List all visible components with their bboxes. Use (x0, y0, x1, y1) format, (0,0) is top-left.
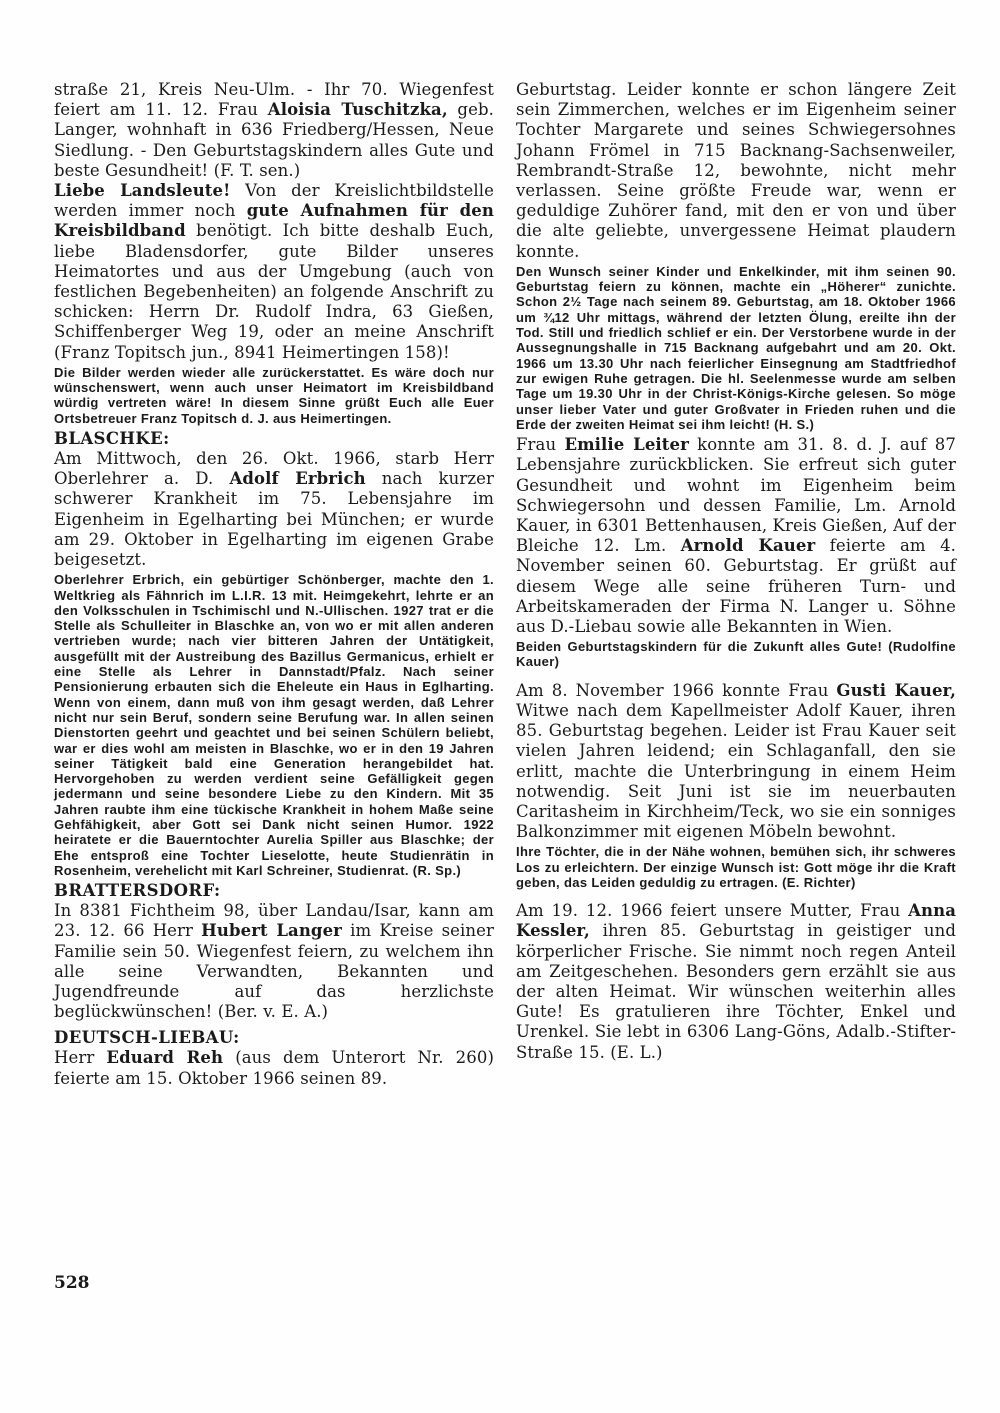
article-reh-continued: Geburtstag. Leider konnte er schon längere Zeit sein Zimmerchen, welches er im Eigenheim seiner Tochter Margarete und seines Schwiegersohnes Johann Frömel in 715 Backnang-Sachsenweiler, Rembrandt-Straße 12, bewohnte, nicht mehr verlassen. Seine größte Freude war, wenn er geduldige Zuhörer fand, mit den er von und über die alte geliebte, unvergessene Heimat plaudern konnte. (516, 80, 956, 261)
left-column (54, 80, 494, 1089)
text: Am 19. 12. 1966 feiert unsere Mutter, Frau (516, 901, 909, 921)
spacer (516, 673, 956, 681)
text: ihren 85. Geburtstag in geistiger und körperlicher Frische. Sie nimmt noch regen Anteil am Zeitgeschehen. Besonders gern erzählt sie aus der alten Heimat. Wir wünschen weiterhin alles Gute! Es gratulieren ihre Töchter, Enkel und Urenkel. Sie lebt in 6306 Lang-Göns, Adalb.-Stifter-Straße 15. (E. L.) (516, 921, 956, 1062)
text: Witwe nach dem Kapellmeister Adolf Kauer, ihren 85. Geburtstag begehen. Leider ist Frau Kauer seit vielen Jahren leidend; ein Schlaganfall, den sie erlitt, machte die Unterbringung in einem Heim notwendig. Seit Juni ist sie im neuerbauten Caritasheim in Kirchheim/Teck, wo sie ein sonniges Balkonzimmer mit eigenen Möbeln bewohnt. (516, 700, 956, 842)
person-name: Aloisia Tuschitzka, (267, 100, 448, 120)
person-name: Emilie Leiter (564, 435, 689, 455)
text: Am 8. November 1966 konnte Frau (516, 680, 837, 700)
person-name: Gusti Kauer, (836, 680, 956, 700)
section-heading-deutsch-liebau: DEUTSCH-LIEBAU: (54, 1028, 240, 1048)
person-name: Arnold Kauer (680, 536, 816, 556)
text: In 8381 Fichtheim 98, über Landau/Isar, kann am 23. 12. 66 Herr (54, 901, 494, 941)
text: konnte am 31. 8. d. J. auf 87 Lebensjahre zurückblicken. Sie erfreut sich guter Gesundheit und wohnt im Eigenheim beim Schwiegersohn und dessen Familie, Lm. Arnold Kauer, in 6301 Bettenhausen, Kreis Gießen, Auf der Bleiche 12. Lm. (516, 435, 957, 556)
text: Frau (516, 435, 565, 455)
text: geb. Langer, wohnhaft in 636 Friedberg/Hessen, Neue Siedlung. - Den Geburtstagskindern alles Gute und beste Gesundheit! (F. T. sen.) (54, 100, 494, 180)
person-name: Adolf Erbrich (229, 469, 366, 489)
note-erbrich-biography: Oberlehrer Erbrich, ein gebürtiger Schönberger, machte den 1. Weltkrieg als Fähnrich im L.I.R. 13 mit. Heimgekehrt, lehrte er an den Volksschulen in Tschimischl und N.-Ullischen. 1927 trat er die Stelle als Schulleiter in Blaschke an, von wo er mit allen anderen vertrieben wurde; nach vier bitteren Jahren der Untätigkeit, ausgefüllt mit der Austreibung des Bazillus Germanicus, erhielt er eine Stelle als Lehrer in Dannstadt/Pfalz. Nach seiner Pensionierung erbauten sich die Eheleute ein Haus in Eglharting. Wenn von einem, dann muß von ihm gesagt werden, daß Lehrer nicht nur sein Beruf, sondern seine Berufung war. In allen seinen Dienstorten geehrt und geachtet und bei seinen Schülern beliebt, war er dies wohl am meisten in Blaschke, wo er in den 19 Jahren seiner Tätigkeit bald eine Generation herangebildet hat. Hervorgehoben zu werden verdient seine Gefälligkeit gegen jedermann und seine besondere Liebe zu den Kindern. Mit 35 Jahren raubte ihm eine tückische Krankheit in hohem Maße seine Gehfähigkeit, aber Gott sei Dank nicht seinen Humor. 1922 heiratete er die Bauerntochter Aurelia Spiller aus Blaschke; der Ehe entsproß eine Tochter Lieselotte, heute Studienrätin in Rosenheim, verehelicht mit Karl Schreiner, Studienrat. (R. Sp.) (54, 572, 494, 878)
article-call-for-photos (54, 181, 494, 363)
section-heading-brattersdorf: BRATTERSDORF: (54, 881, 221, 901)
article-birthday-langer (54, 901, 494, 1022)
text: im Kreise seiner Familie sein 50. Wiegenfest feiern, zu welchem ihn alle seine Verwandten, Bekannten und Jugendfreunde auf das herzlichste beglückwünschen! (Ber. v. E. A.) (54, 921, 494, 1022)
page-number: 528 (54, 1273, 90, 1293)
text: nach kurzer schwerer Krankheit im 75. Lebensjahre im Eigenheim in Egelharting bei München; er wurde am 29. Oktober in Egelharting im eigenen Grabe beigesetzt. (54, 469, 494, 570)
text: Herr (54, 1048, 107, 1068)
section-heading-blaschke: BLASCHKE: (54, 429, 170, 449)
salutation: Liebe Landsleute! (54, 181, 231, 201)
text: Am Mittwoch, den 26. Okt. 1966, starb Herr Oberlehrer a. D. (54, 449, 494, 489)
right-column (516, 80, 956, 1063)
text: feierte am 4. November seinen 60. Geburtstag. Er grüßt auf diesem Wege alle seine früheren Turn- und Arbeitskameraden der Firma N. Langer u. Söhne aus D.-Liebau sowie alle Bekannten in Wien. (516, 536, 957, 636)
text: straße 21, Kreis Neu-Ulm. - Ihr 70. Wiegenfest feiert am 11. 12. Frau (54, 80, 494, 120)
article-reh (54, 1048, 494, 1088)
person-name: Anna Kessler, (516, 901, 956, 941)
article-birthday-kessler (516, 901, 956, 1063)
article-birthday-tuschitzka (54, 80, 494, 181)
emphasis: gute Aufnahmen für den Kreisbildband (54, 201, 494, 241)
article-birthday-leiter-kauer (516, 435, 956, 637)
spacer (516, 893, 956, 901)
note-photos-returned: Die Bilder werden wieder alle zurückerstattet. Es wäre doch nur wünschenswert, wenn auch unser Heimatort im Kreisbildband würdig vertreten wäre! In diesem Sinne grüßt Euch alle Euer Ortsbetreuer Franz Topitsch d. J. aus Heimertingen. (54, 364, 494, 426)
person-name: Hubert Langer (201, 921, 342, 941)
note-richter: Ihre Töchter, die in der Nähe wohnen, bemühen sich, ihr schweres Los zu erleichtern. Der einzige Wunsch ist: Gott möge ihr die Kraft geben, das Leiden geduldig zu ertragen. (E. Richter) (516, 844, 956, 890)
text: benötigt. Ich bitte deshalb Euch, liebe Bladensdorfer, gute Bilder unseres Heimatortes und aus der Umgebung (auch von festlichen Begebenheiten) an folgende Anschrift zu schicken: Herrn Dr. Rudolf Indra, 63 Gießen, Schiffenberger Weg 19, oder an meine Anschrift (Franz Topitsch jun., 8941 Heimertingen 158)! (54, 221, 494, 362)
article-obituary-erbrich (54, 449, 494, 570)
person-name: Eduard Reh (106, 1048, 224, 1068)
text: (aus dem Unterort Nr. 260) feierte am 15. Oktober 1966 seinen 89. (54, 1048, 494, 1088)
note-kauer-greeting: Beiden Geburtstagskindern für die Zukunft alles Gute! (Rudolfine Kauer) (516, 639, 956, 670)
text: Von der Kreislichtbildstelle werden immer noch (54, 181, 494, 221)
note-reh-death: Den Wunsch seiner Kinder und Enkelkinder, mit ihm seinen 90. Geburtstag feiern zu können, machte ein „Höherer“ zunichte. Schon 2½ Tage nach seinem 89. Geburtstag, am 18. Oktober 1966 um ¾12 Uhr mittags, während der letzten Ölung, ereilte ihn der Tod. Still und friedlich schlief er ein. Der Verstorbene wurde in der Aussegnungshalle in 715 Backnang aufgebahrt und am 20. Okt. 1966 um 13.30 Uhr nach feierlicher Einsegnung am Stadtfriedhof zur ewigen Ruhe getragen. Die hl. Seelenmesse wurde am selben Tage um 19.30 Uhr in der Christ-Königs-Kirche gelesen. So möge unser lieber Vater und guter Großvater in Frieden ruhen und die Erde der zweiten Heimat sei ihm leicht! (H. S.) (516, 263, 956, 432)
article-birthday-gusti-kauer (516, 681, 956, 843)
